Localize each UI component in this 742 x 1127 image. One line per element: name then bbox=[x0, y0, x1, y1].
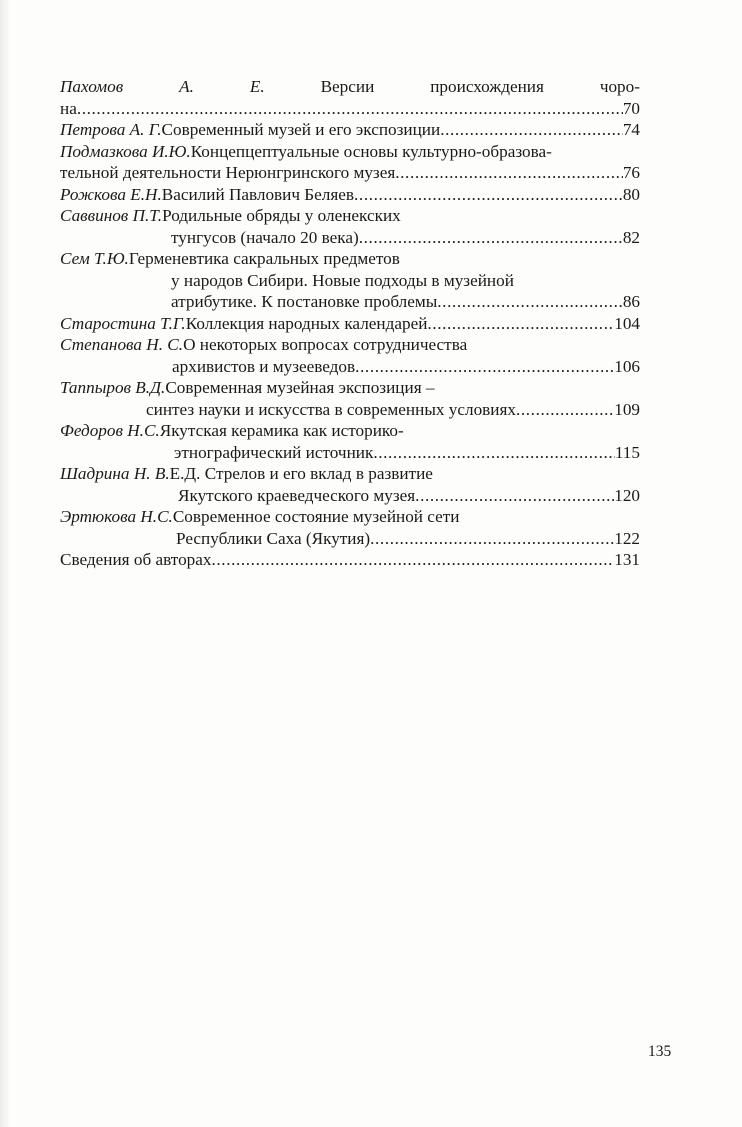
toc-entry-pakhomov-line2 bbox=[60, 98, 640, 120]
toc-author: Пахомов bbox=[60, 77, 124, 96]
toc-page-number: 74 bbox=[622, 120, 640, 139]
toc-entry-stepanova-line2 bbox=[60, 356, 640, 378]
toc-entry-savvinov-line1 bbox=[60, 205, 640, 227]
toc-page-number: 106 bbox=[614, 356, 640, 376]
toc-author: Сем Т.Ю. bbox=[60, 249, 129, 268]
toc-entry-starostina bbox=[60, 313, 640, 335]
toc-title: атрибутике. К постановке проблемы bbox=[171, 292, 438, 311]
toc-entry-sem-line1 bbox=[60, 248, 640, 270]
toc-author: Федоров Н.С. bbox=[60, 421, 160, 440]
toc-page-number: 131 bbox=[614, 550, 640, 569]
toc-leader-dots bbox=[355, 356, 614, 378]
toc-author: Рожкова Е.Н. bbox=[60, 184, 162, 204]
toc-author-initial: А. bbox=[179, 77, 194, 96]
toc-leader-dots bbox=[415, 485, 614, 507]
toc-title: тельной деятельности Нерюнгринского музея bbox=[60, 163, 396, 182]
toc-author-initial: Е. bbox=[249, 77, 265, 96]
toc-entry-savvinov-line2 bbox=[60, 227, 640, 249]
toc-title: Концепцептуальные основы культурно-образова- bbox=[190, 141, 552, 161]
toc-title: Якутского краеведческого музея bbox=[178, 485, 416, 505]
toc-entry-authors-info bbox=[60, 549, 640, 571]
toc-entry-pakhomov-line1 bbox=[60, 76, 640, 98]
toc-leader-dots bbox=[212, 549, 615, 571]
toc-leader-dots bbox=[395, 162, 623, 184]
toc-entry-fedorov-line2 bbox=[60, 442, 640, 464]
toc-entry-stepanova-line1 bbox=[60, 334, 640, 356]
toc-page-number: 70 bbox=[622, 98, 640, 118]
toc-title: Якутская керамика как историко- bbox=[159, 421, 404, 440]
toc-title: Республики Саха (Якутия) bbox=[176, 528, 371, 548]
toc-entry-tappyrov-line1 bbox=[60, 377, 640, 399]
toc-title: архивистов и музееведов bbox=[172, 356, 356, 376]
toc-title: Современное состояние музейной сети bbox=[172, 507, 460, 526]
toc-title: синтез науки и искусства в современных условиях bbox=[146, 399, 516, 419]
toc-page-number: 122 bbox=[614, 528, 640, 548]
page-edge-shadow bbox=[0, 0, 10, 1127]
toc-author: Петрова А. Г. bbox=[60, 120, 162, 139]
toc-entry-shadrina-line2 bbox=[60, 485, 640, 507]
toc-title: Е.Д. Стрелов и его вклад в развитие bbox=[169, 464, 433, 483]
toc-page-number: 76 bbox=[622, 163, 640, 182]
toc-leader-dots bbox=[354, 184, 623, 206]
toc-author: Таппыров В.Д. bbox=[60, 378, 166, 397]
toc-entry-podmazkova-line2 bbox=[60, 162, 640, 184]
toc-title: О некоторых вопросах сотрудничества bbox=[183, 335, 468, 354]
toc-entry-fedorov-line1 bbox=[60, 420, 640, 442]
toc-entry-shadrina-line1 bbox=[60, 463, 640, 485]
toc-leader-dots bbox=[437, 291, 623, 313]
page-number: 135 bbox=[648, 1043, 672, 1060]
toc-author: Шадрина Н. В. bbox=[60, 464, 170, 483]
toc-author: Степанова Н. С. bbox=[60, 335, 184, 354]
toc-title: этнографический источник bbox=[174, 442, 374, 462]
toc-leader-dots bbox=[359, 227, 623, 249]
toc-entry-petrova bbox=[60, 119, 640, 141]
toc-leader-dots bbox=[516, 399, 614, 421]
toc-author: Подмазкова И.Ю. bbox=[60, 141, 191, 161]
toc-title: на bbox=[60, 98, 77, 118]
table-of-contents bbox=[60, 76, 640, 571]
toc-page-number: 109 bbox=[614, 399, 640, 419]
toc-title-word: Версии bbox=[320, 77, 375, 96]
toc-entry-sem-line3 bbox=[60, 291, 640, 313]
toc-author: Саввинов П.Т. bbox=[60, 206, 163, 225]
toc-entry-ertyukova-line2 bbox=[60, 528, 640, 550]
toc-title-word: чоро- bbox=[599, 77, 640, 96]
toc-title: Василий Павлович Беляев bbox=[161, 184, 355, 204]
toc-title: тунгусов (начало 20 века) bbox=[171, 227, 359, 247]
toc-title: Сведения об авторах bbox=[60, 550, 212, 569]
toc-entry-ertyukova-line1 bbox=[60, 506, 640, 528]
toc-page-number: 80 bbox=[622, 184, 640, 204]
toc-entry-podmazkova-line1 bbox=[60, 141, 640, 163]
toc-author: Эртюкова Н.С. bbox=[60, 507, 173, 526]
toc-title: у народов Сибири. Новые подходы в музейной bbox=[171, 270, 514, 290]
toc-title: Современная музейная экспозиция – bbox=[165, 378, 435, 397]
toc-title: Герменевтика сакральных предметов bbox=[128, 249, 400, 268]
toc-leader-dots bbox=[373, 442, 615, 464]
toc-page-number: 82 bbox=[622, 227, 640, 247]
toc-page-number: 115 bbox=[614, 442, 640, 462]
toc-entry-rozhkova bbox=[60, 184, 640, 206]
toc-page-number: 104 bbox=[614, 313, 640, 333]
toc-title: Родильные обряды у оленекских bbox=[162, 206, 401, 225]
toc-leader-dots bbox=[440, 119, 623, 141]
toc-leader-dots bbox=[77, 98, 623, 120]
toc-page-number: 120 bbox=[614, 485, 640, 505]
toc-page-number: 86 bbox=[622, 292, 640, 311]
toc-author: Старостина Т.Г. bbox=[60, 313, 186, 333]
toc-entry-sem-line2 bbox=[60, 270, 640, 292]
toc-title: Коллекция народных календарей bbox=[185, 313, 428, 333]
toc-title: Современный музей и его экспозиции bbox=[161, 120, 441, 139]
toc-title-word: происхождения bbox=[430, 77, 544, 96]
toc-entry-tappyrov-line2 bbox=[60, 399, 640, 421]
toc-leader-dots bbox=[370, 528, 614, 550]
toc-leader-dots bbox=[427, 313, 614, 335]
